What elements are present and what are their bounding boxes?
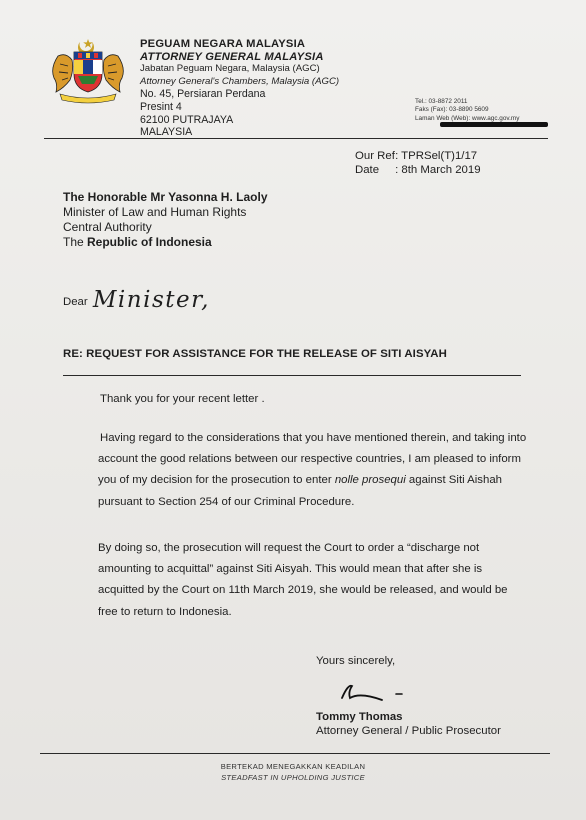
footer-divider xyxy=(40,753,550,754)
footer-motto-malay: BERTEKAD MENEGAKKAN KEADILAN xyxy=(220,762,366,771)
handwritten-signature-icon xyxy=(338,680,408,704)
addressee-country xyxy=(63,235,268,250)
org-name-malay: PEGUAM NEGARA MALAYSIA xyxy=(140,38,306,50)
signer-name: Tommy Thomas xyxy=(316,711,403,723)
redaction-mark xyxy=(440,122,548,127)
signer-title: Attorney General / Public Prosecutor xyxy=(316,725,501,737)
salutation xyxy=(63,287,210,313)
salutation-handwritten: Minister, xyxy=(92,287,210,313)
address-line: No. 45, Persiaran Perdana xyxy=(140,88,266,101)
address-line: 62100 PUTRAJAYA xyxy=(140,113,234,126)
our-ref-value: : TPRSel(T)1/17 xyxy=(395,150,478,162)
para-text: against Siti Aishah pursuant to Section 254 of our Criminal Procedure. xyxy=(98,474,502,508)
contact-block xyxy=(415,98,519,123)
reference-block xyxy=(355,149,481,177)
subject-underline xyxy=(63,375,521,376)
para-text: Having regard to the considerations that you have mentioned therein, and taking into account the good relations between our respective countries, I am pleased to inform you of my decision for the prosecution to enter xyxy=(98,432,527,487)
country-name: Republic of Indonesia xyxy=(87,235,212,249)
addressee-name: The Honorable Mr Yasonna H. Laoly xyxy=(63,190,268,204)
body-paragraph xyxy=(98,428,528,513)
contact-web: Laman Web (Web): www.agc.gov.my xyxy=(415,114,520,122)
addressee-block xyxy=(63,190,268,250)
header-divider xyxy=(44,138,548,139)
footer-motto-english: STEADFAST IN UPHOLDING JUSTICE xyxy=(221,773,365,782)
date-value: : 8th March 2019 xyxy=(395,164,481,176)
signer-block xyxy=(316,710,501,738)
body-paragraph: Thank you for your recent letter . xyxy=(100,393,265,405)
addressee-authority: Central Authority xyxy=(63,220,152,234)
salutation-printed: Dear xyxy=(63,296,88,308)
valediction: Yours sincerely, xyxy=(316,655,396,667)
address-line: Presint 4 xyxy=(140,100,182,113)
date-label: Date xyxy=(355,164,380,176)
dept-name-english: Attorney General's Chambers, Malaysia (AGC) xyxy=(140,75,340,87)
subject-line: RE: REQUEST FOR ASSISTANCE FOR THE RELEASE OF SITI AISYAH xyxy=(63,348,447,360)
latin-term: nolle prosequi xyxy=(334,474,406,487)
country-prefix: The xyxy=(63,235,88,249)
our-ref-label: Our Ref xyxy=(355,150,395,162)
contact-tel: Tel.: 03-8872 2011 xyxy=(415,98,468,105)
contact-fax: Faks (Fax): 03-8890 5609 xyxy=(415,106,489,114)
body-paragraph: By doing so, the prosecution will request the Court to order a “discharge not amounting to acquittal” against Siti Aisyah. This would mean that after she is acquitted by the Court on 11th March 2019, she would be released, and would be free to return to Indonesia. xyxy=(98,542,508,618)
address-line: MALAYSIA xyxy=(140,126,193,139)
dept-name-malay: Jabatan Peguam Negara, Malaysia (AGC) xyxy=(140,63,320,75)
malaysia-coat-of-arms-icon xyxy=(50,38,126,104)
letterhead xyxy=(140,38,339,139)
org-name-english: ATTORNEY GENERAL MALAYSIA xyxy=(140,50,324,63)
addressee-title: Minister of Law and Human Rights xyxy=(63,205,247,219)
